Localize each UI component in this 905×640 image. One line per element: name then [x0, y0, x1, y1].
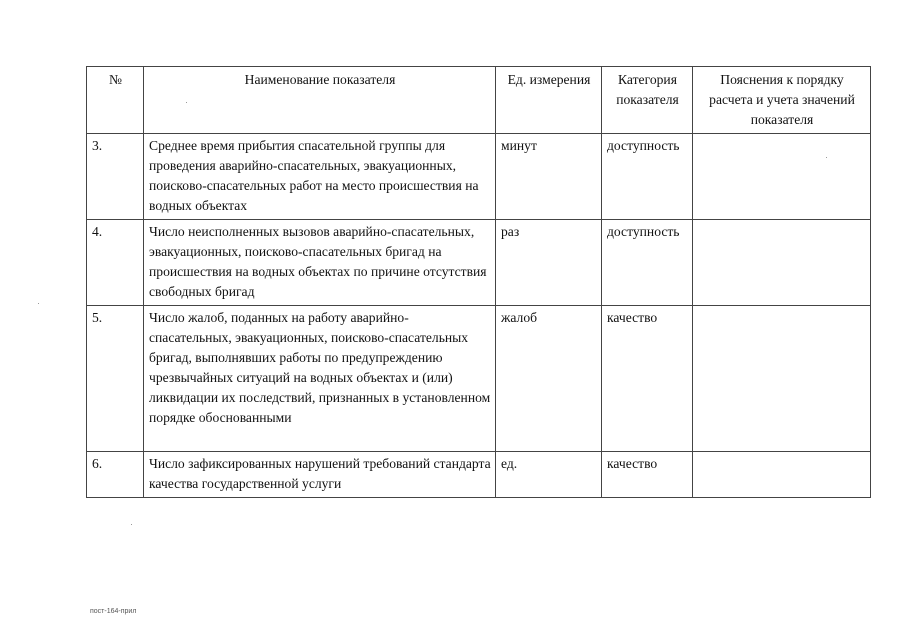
scan-speck	[131, 524, 132, 525]
row-category: доступность	[602, 220, 693, 306]
row-unit: минут	[496, 134, 602, 220]
row-number: 5.	[87, 306, 144, 452]
scan-speck	[186, 102, 187, 103]
header-number: №	[87, 67, 144, 134]
table-row	[87, 134, 871, 220]
row-notes	[693, 134, 871, 220]
row-unit: раз	[496, 220, 602, 306]
indicators-table	[86, 66, 871, 498]
header-unit: Ед. измерения	[496, 67, 602, 134]
row-number: 6.	[87, 452, 144, 498]
header-notes: Пояснения к порядку расчета и учета значений показателя	[693, 67, 871, 134]
header-category: Категория показателя	[602, 67, 693, 134]
row-number: 4.	[87, 220, 144, 306]
row-category: доступность	[602, 134, 693, 220]
row-indicator-name: Число неисполненных вызовов аварийно-спасательных, эвакуационных, поисково-спасательных бригад на происшествия на водных объектах по причине отсутствия свободных бригад	[144, 220, 496, 306]
scan-speck	[38, 303, 39, 304]
row-number: 3.	[87, 134, 144, 220]
table-row	[87, 220, 871, 306]
scan-speck	[826, 157, 827, 158]
row-notes	[693, 452, 871, 498]
table-header-row	[87, 67, 871, 134]
table-row	[87, 306, 871, 452]
footer-file-label: пост-164-прил	[90, 608, 137, 615]
row-indicator-name: Среднее время прибытия спасательной группы для проведения аварийно-спасательных, эвакуационных, поисково-спасательных работ на место происшествия на водных объектах	[144, 134, 496, 220]
row-notes	[693, 306, 871, 452]
row-category: качество	[602, 452, 693, 498]
row-unit: ед.	[496, 452, 602, 498]
row-category: качество	[602, 306, 693, 452]
table-row	[87, 452, 871, 498]
row-indicator-name: Число жалоб, поданных на работу аварийно-спасательных, эвакуационных, поисково-спасательных бригад, выполнявших работы по предупреждению чрезвычайных ситуаций на водных объектах и (или) ликвидации их последствий, признанных в установленном порядке обоснованными	[144, 306, 496, 452]
row-notes	[693, 220, 871, 306]
row-indicator-name: Число зафиксированных нарушений требований стандарта качества государственной услуги	[144, 452, 496, 498]
row-unit: жалоб	[496, 306, 602, 452]
header-indicator-name: Наименование показателя	[144, 67, 496, 134]
